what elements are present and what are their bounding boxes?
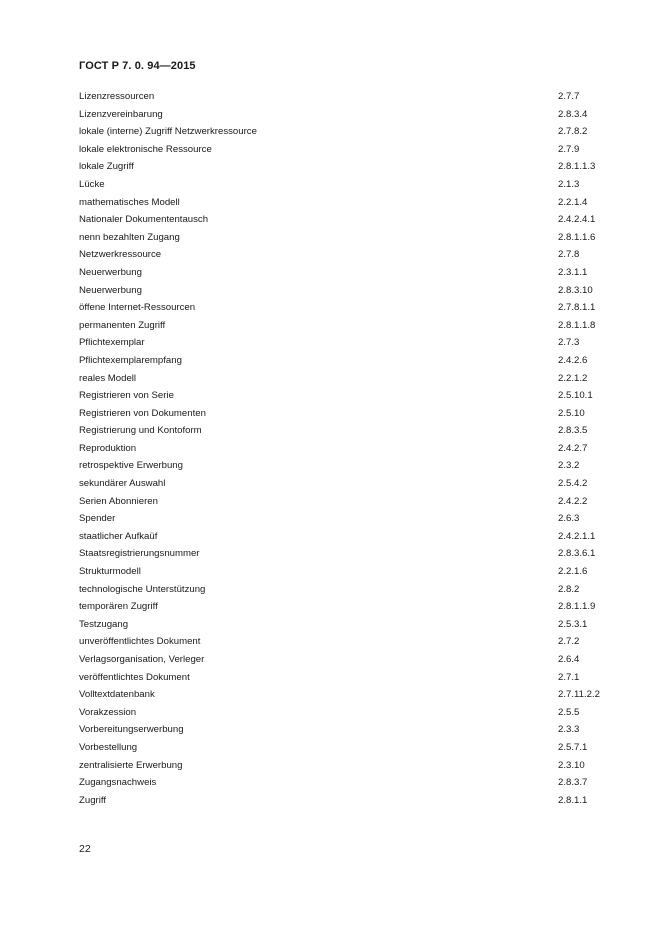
index-term: Volltextdatenbank: [79, 689, 155, 701]
index-reference: 2.7.11.2.2: [558, 689, 600, 701]
index-reference: 2.5.10: [558, 407, 585, 419]
index-entry: [79, 247, 619, 265]
index-entry: [79, 159, 619, 177]
index-term: Strukturmodell: [79, 566, 141, 578]
index-entry: [79, 494, 619, 512]
index-entry: [79, 265, 619, 283]
index-reference: 2.5.7.1: [558, 741, 588, 753]
index-reference: 2.2.1.2: [558, 372, 588, 384]
index-term: temporären Zugriff: [79, 601, 158, 613]
index-reference: 2.8.2: [558, 583, 580, 595]
index-entry: [79, 652, 619, 670]
index-reference: 2.6.4: [558, 654, 580, 665]
index-term: Pflichtexemplar: [79, 337, 145, 349]
index-term: veröffentlichtes Dokument: [79, 671, 190, 683]
index-entry: [79, 177, 619, 195]
index-reference: 2.3.10: [558, 759, 585, 771]
index-term: Netzwerkressource: [79, 249, 162, 261]
index-reference: 2.7.9: [558, 143, 580, 155]
index-term: retrospektive Erwerbung: [79, 460, 183, 472]
index-entry: [79, 758, 619, 776]
index-term: reales Modell: [79, 372, 137, 384]
index-term: Lücke: [79, 178, 105, 190]
index-entry: [79, 740, 619, 758]
index-reference: 2.8.3.10: [558, 284, 593, 296]
index-entry: [79, 705, 619, 723]
index-reference: 2.3.3: [558, 724, 580, 736]
index-reference: 2.4.2.7: [558, 442, 588, 454]
index-entry: [79, 406, 619, 424]
index-entry: [79, 775, 619, 793]
index-term: unveröffentlichtes Dokument: [79, 636, 201, 648]
index-entry: [79, 599, 619, 617]
index-entry: [79, 582, 619, 600]
index-entry: [79, 793, 619, 811]
index-term: Neuerwerbung: [79, 266, 142, 278]
index-entry: [79, 670, 619, 688]
index-entry: [79, 230, 619, 248]
index-reference: 2.8.1.1: [558, 794, 588, 806]
index-entry: [79, 318, 619, 336]
index-term: mathematisches Modell: [79, 196, 180, 208]
index-reference: 2.1.3: [558, 178, 580, 190]
index-term: staatlicher Aufkaüf: [79, 530, 158, 542]
index-term: lokale elektronische Ressource: [79, 143, 212, 155]
index-term: öffene Internet-Ressourcen: [79, 302, 196, 314]
index-reference: 2.2.1.4: [558, 196, 588, 208]
index-entry: [79, 634, 619, 652]
index-reference: 2.8.1.1.6: [558, 231, 596, 243]
index-reference: 2.4.2.4.1: [558, 214, 596, 226]
index-term: Registrieren von Dokumenten: [79, 407, 206, 419]
index-entry: [79, 89, 619, 107]
index-entry: [79, 458, 619, 476]
index-term: zentralisierte Erwerbung: [79, 759, 183, 771]
index-reference: 2.8.1.1.3: [558, 161, 596, 173]
index-entry: [79, 212, 619, 230]
index-reference: 2.3.1.1: [558, 266, 588, 278]
index-reference: 2.3.2: [558, 460, 580, 472]
index-term: Vorakzession: [79, 706, 137, 718]
index-term: permanenten Zugriff: [79, 319, 166, 331]
index-reference: 2.8.1.1.9: [558, 601, 596, 613]
index-reference: 2.8.3.4: [558, 108, 588, 120]
index-term: Zugriff: [79, 794, 107, 806]
index-term: Staatsregistrierungsnummer: [79, 548, 200, 560]
index-entry: [79, 371, 619, 389]
index-entry: [79, 546, 619, 564]
index-entry: [79, 300, 619, 318]
document-header: ГОСТ Р 7. 0. 94—2015: [79, 60, 196, 72]
index-reference: 2.7.8.1.1: [558, 302, 596, 314]
index-reference: 2.5.10.1: [558, 390, 593, 402]
index-term: lokale (interne) Zugriff Netzwerkressource: [79, 126, 257, 138]
index-entry: [79, 529, 619, 547]
index-reference: 2.7.8.2: [558, 126, 588, 138]
index-term: Verlagsorganisation, Verleger: [79, 654, 205, 665]
index-entry: [79, 687, 619, 705]
index-term: nenn bezahlten Zugang: [79, 231, 180, 243]
index-term: Vorbestellung: [79, 741, 138, 753]
index-entry: [79, 388, 619, 406]
index-entry: [79, 423, 619, 441]
index-reference: 2.8.3.6.1: [558, 548, 596, 560]
index-term: lokale Zugriff: [79, 161, 134, 173]
index-term: Nationaler Dokumententausch: [79, 214, 209, 226]
index-entry: [79, 722, 619, 740]
index-entry: [79, 124, 619, 142]
index-term: Registrierung und Kontoform: [79, 425, 202, 437]
page-number: 22: [79, 843, 91, 855]
index-entry: [79, 511, 619, 529]
index-reference: 2.8.3.7: [558, 777, 588, 789]
index-entry: [79, 195, 619, 213]
index-entry: [79, 564, 619, 582]
index-term: Zugangsnachweis: [79, 777, 157, 789]
index-term: sekundärer Auswahl: [79, 478, 166, 490]
index-entry: [79, 142, 619, 160]
index-term: Testzugang: [79, 618, 129, 630]
index-reference: 2.4.2.2: [558, 495, 588, 507]
index-reference: 2.2.1.6: [558, 566, 588, 578]
index-reference: 2.8.1.1.8: [558, 319, 596, 331]
index-term: Reproduktion: [79, 442, 137, 454]
index-reference: 2.7.7: [558, 91, 580, 102]
index-term: Lizenzvereinbarung: [79, 108, 163, 120]
index-reference: 2.5.4.2: [558, 478, 588, 490]
index-entry: [79, 617, 619, 635]
index-entry: [79, 283, 619, 301]
index-term: Serien Abonnieren: [79, 495, 158, 507]
index-reference: 2.7.2: [558, 636, 580, 648]
index-reference: 2.4.2.6: [558, 354, 588, 366]
index-term: Vorbereitungserwerbung: [79, 724, 184, 736]
index-term: technologische Unterstützung: [79, 583, 206, 595]
index-entry: [79, 476, 619, 494]
index-term: Neuerwerbung: [79, 284, 142, 296]
index-reference: 2.5.3.1: [558, 618, 588, 630]
index-term: Lizenzressourcen: [79, 91, 155, 102]
index-reference: 2.7.8: [558, 249, 580, 261]
index-entry: [79, 335, 619, 353]
index-reference: 2.6.3: [558, 513, 580, 525]
index-reference: 2.5.5: [558, 706, 580, 718]
index-reference: 2.8.3.5: [558, 425, 588, 437]
index-term: Pflichtexemplarempfang: [79, 354, 182, 366]
index-reference: 2.4.2.1.1: [558, 530, 596, 542]
index-reference: 2.7.1: [558, 671, 580, 683]
index-entry: [79, 107, 619, 125]
index-term: Spender: [79, 513, 116, 525]
index-reference: 2.7.3: [558, 337, 580, 349]
index-list: [79, 89, 619, 810]
index-entry: [79, 353, 619, 371]
index-term: Registrieren von Serie: [79, 390, 174, 402]
index-entry: [79, 441, 619, 459]
